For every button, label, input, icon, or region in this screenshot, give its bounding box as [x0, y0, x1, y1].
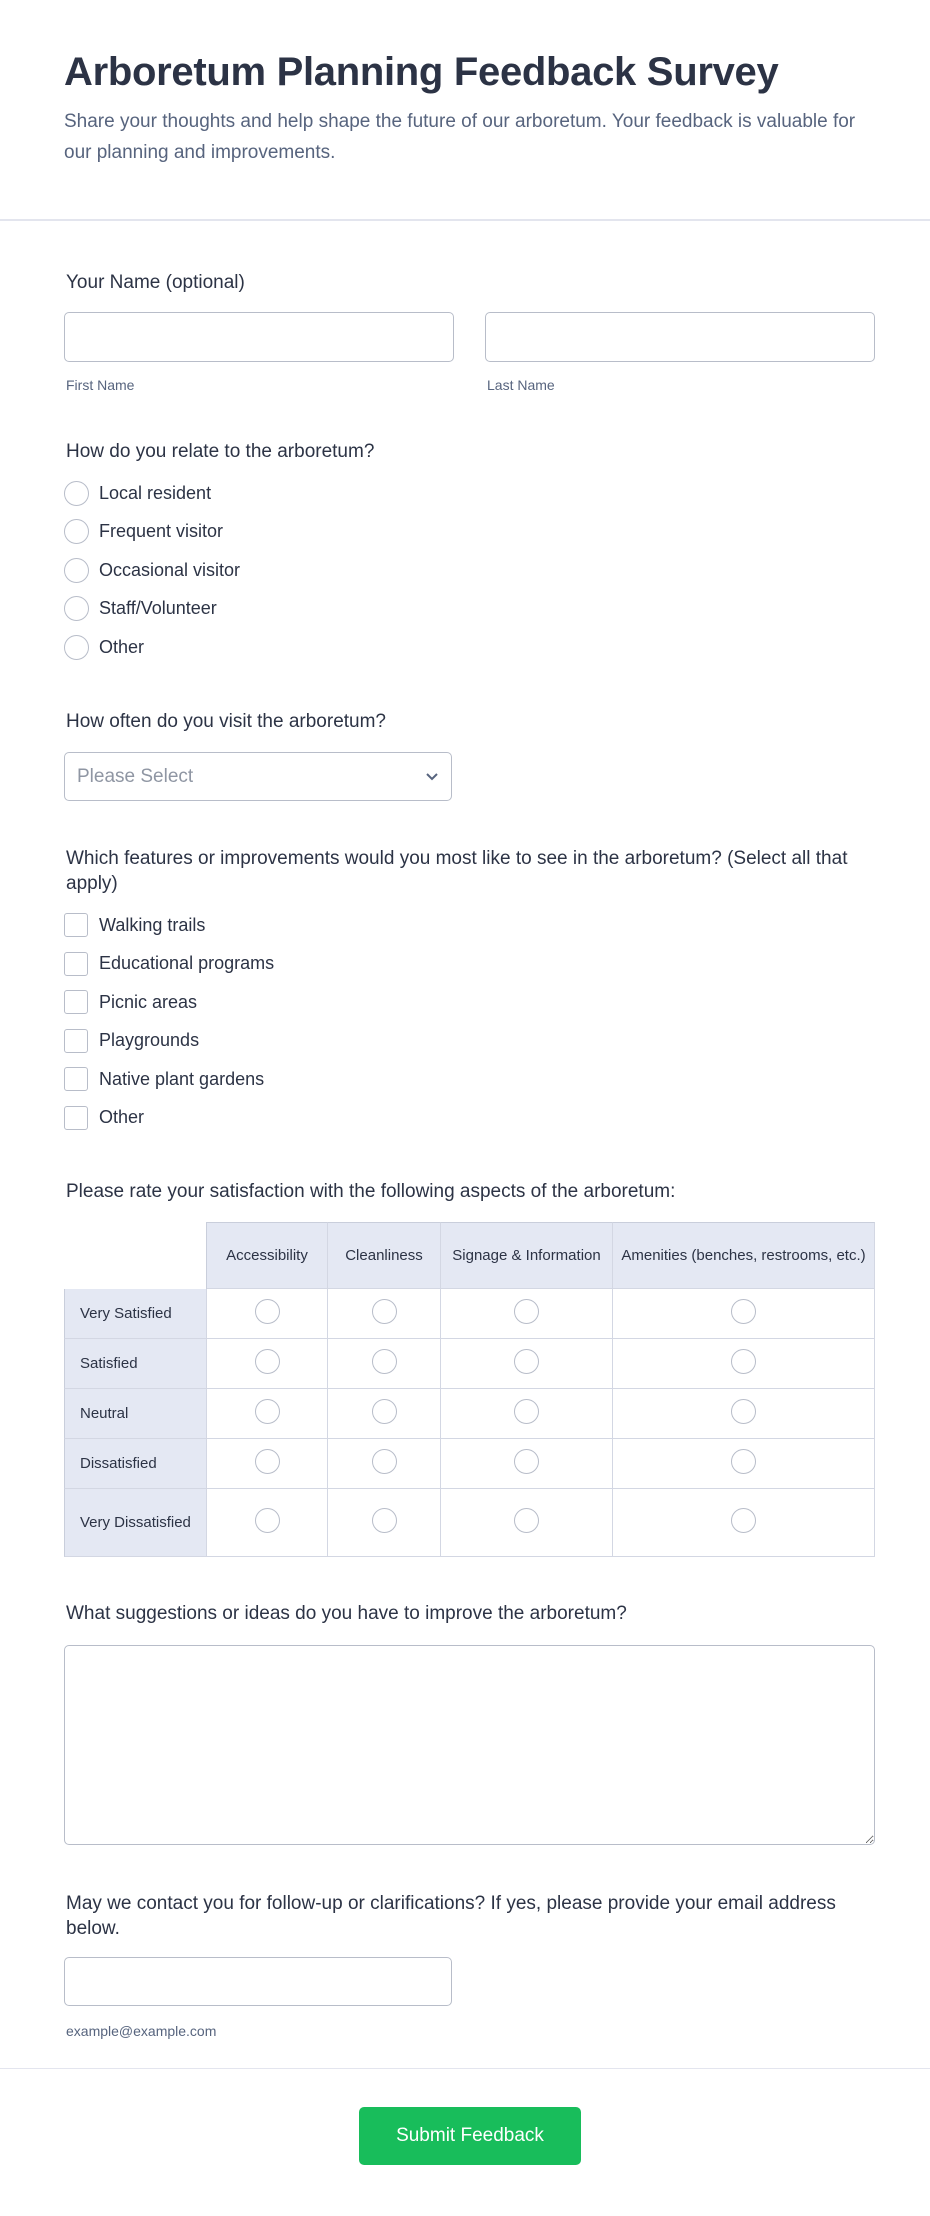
first-name-input[interactable] — [64, 312, 454, 362]
matrix-cell — [207, 1389, 328, 1439]
matrix-cell — [328, 1489, 441, 1557]
matrix-cell — [613, 1389, 875, 1439]
option-label: Educational programs — [99, 953, 275, 973]
checkbox[interactable] — [64, 990, 88, 1014]
matrix-cell — [207, 1489, 328, 1557]
matrix-column-header: Accessibility — [207, 1222, 328, 1289]
matrix-radio[interactable] — [255, 1399, 280, 1424]
option-label: Native plant gardens — [99, 1068, 265, 1089]
matrix-cell — [328, 1289, 441, 1339]
matrix-row — [64, 1389, 875, 1439]
matrix-cell — [441, 1289, 613, 1339]
matrix-radio[interactable] — [514, 1349, 539, 1374]
relation-label: How do you relate to the arboretum? — [66, 441, 375, 462]
matrix-cell — [207, 1289, 328, 1339]
page-subtitle: Share your thoughts and help shape the future of our arboretum. Your feedback is valuable for our planning and improvements. — [64, 111, 856, 163]
option-label: Staff/Volunteer — [99, 598, 217, 619]
feature-option[interactable] — [64, 951, 274, 977]
page-title: Arboretum Planning Feedback Survey — [64, 50, 779, 94]
option-label: Playgrounds — [99, 1030, 200, 1050]
matrix-radio[interactable] — [731, 1299, 756, 1324]
checkbox[interactable] — [64, 1029, 88, 1053]
matrix-cell — [441, 1489, 613, 1557]
matrix-column-header: Amenities (benches, restrooms, etc.) — [613, 1222, 875, 1289]
radio-button[interactable] — [64, 558, 89, 583]
footer-divider — [0, 2068, 930, 2069]
contact-label: May we contact you for follow-up or clarifications? If yes, please provide your email address below. — [66, 1893, 836, 1939]
feature-option[interactable] — [64, 912, 205, 938]
feature-option[interactable] — [64, 1105, 144, 1131]
header-divider — [0, 219, 930, 221]
matrix-cell — [613, 1439, 875, 1489]
radio-button[interactable] — [64, 481, 89, 506]
suggestions-label: What suggestions or ideas do you have to improve the arboretum? — [66, 1603, 627, 1624]
matrix-cell — [328, 1339, 441, 1389]
matrix-cell — [328, 1439, 441, 1489]
relation-option[interactable] — [64, 557, 240, 583]
option-label: Picnic areas — [99, 991, 198, 1012]
option-label: Frequent visitor — [99, 521, 224, 542]
matrix-cell — [207, 1339, 328, 1389]
email-input[interactable] — [64, 1957, 452, 2006]
relation-option[interactable] — [64, 480, 211, 506]
frequency-select-value: Please Select — [77, 765, 194, 787]
matrix-cell — [441, 1389, 613, 1439]
matrix-radio[interactable] — [514, 1508, 539, 1533]
matrix-row-header: Satisfied — [64, 1339, 207, 1389]
matrix-radio[interactable] — [255, 1349, 280, 1374]
matrix-column-header: Signage & Information — [441, 1222, 613, 1289]
matrix-radio[interactable] — [372, 1508, 397, 1533]
frequency-select[interactable] — [64, 752, 452, 801]
checkbox[interactable] — [64, 1106, 88, 1130]
radio-button[interactable] — [64, 519, 89, 544]
matrix-cell — [441, 1339, 613, 1389]
relation-option[interactable] — [64, 596, 217, 622]
matrix-radio[interactable] — [731, 1508, 756, 1533]
option-label: Local resident — [99, 482, 212, 503]
checkbox[interactable] — [64, 1067, 88, 1091]
matrix-row-header: Very Dissatisfied — [64, 1489, 207, 1557]
option-label: Occasional visitor — [99, 559, 241, 580]
name-label: Your Name (optional) — [66, 272, 245, 293]
matrix-radio[interactable] — [255, 1449, 280, 1474]
matrix-radio[interactable] — [255, 1299, 280, 1324]
checkbox[interactable] — [64, 952, 88, 976]
matrix-row-header: Dissatisfied — [64, 1439, 207, 1489]
matrix-radio[interactable] — [731, 1399, 756, 1424]
satisfaction-label: Please rate your satisfaction with the following aspects of the arboretum: — [66, 1181, 676, 1202]
chevron-down-icon — [425, 772, 439, 782]
matrix-radio[interactable] — [372, 1449, 397, 1474]
frequency-label: How often do you visit the arboretum? — [66, 711, 387, 732]
option-label: Other — [99, 1107, 145, 1127]
radio-button[interactable] — [64, 596, 89, 621]
matrix-row — [64, 1439, 875, 1489]
matrix-cell — [441, 1439, 613, 1489]
satisfaction-matrix — [64, 1222, 875, 1557]
feature-option[interactable] — [64, 1066, 264, 1092]
submit-button[interactable]: Submit Feedback — [359, 2107, 581, 2165]
matrix-cell — [207, 1439, 328, 1489]
checkbox[interactable] — [64, 913, 88, 937]
matrix-row — [64, 1289, 875, 1339]
matrix-radio[interactable] — [731, 1449, 756, 1474]
relation-option[interactable] — [64, 634, 144, 660]
matrix-radio[interactable] — [514, 1399, 539, 1424]
matrix-radio[interactable] — [514, 1299, 539, 1324]
option-label: Other — [99, 636, 145, 657]
matrix-radio[interactable] — [372, 1399, 397, 1424]
email-hint: example@example.com — [66, 2023, 217, 2039]
matrix-radio[interactable] — [255, 1508, 280, 1533]
matrix-cell — [613, 1339, 875, 1389]
option-label: Walking trails — [99, 914, 206, 935]
last-name-sublabel: Last Name — [487, 377, 555, 393]
matrix-row — [64, 1339, 875, 1389]
radio-button[interactable] — [64, 635, 89, 660]
relation-option[interactable] — [64, 519, 223, 545]
last-name-input[interactable] — [485, 312, 875, 362]
matrix-row — [64, 1489, 875, 1557]
suggestions-textarea[interactable] — [64, 1645, 875, 1845]
matrix-row-header: Very Satisfied — [64, 1289, 207, 1339]
first-name-sublabel: First Name — [66, 377, 135, 393]
matrix-cell — [328, 1389, 441, 1439]
matrix-corner — [64, 1222, 207, 1289]
matrix-radio[interactable] — [514, 1449, 539, 1474]
matrix-column-header: Cleanliness — [328, 1222, 441, 1289]
feature-option[interactable] — [64, 989, 197, 1015]
feature-option[interactable] — [64, 1028, 199, 1054]
matrix-row-header: Neutral — [64, 1389, 207, 1439]
matrix-radio[interactable] — [731, 1349, 756, 1374]
matrix-radio[interactable] — [372, 1349, 397, 1374]
matrix-cell — [613, 1489, 875, 1557]
matrix-radio[interactable] — [372, 1299, 397, 1324]
features-label: Which features or improvements would you most like to see in the arboretum? (Select all that apply) — [66, 848, 848, 894]
matrix-cell — [613, 1289, 875, 1339]
